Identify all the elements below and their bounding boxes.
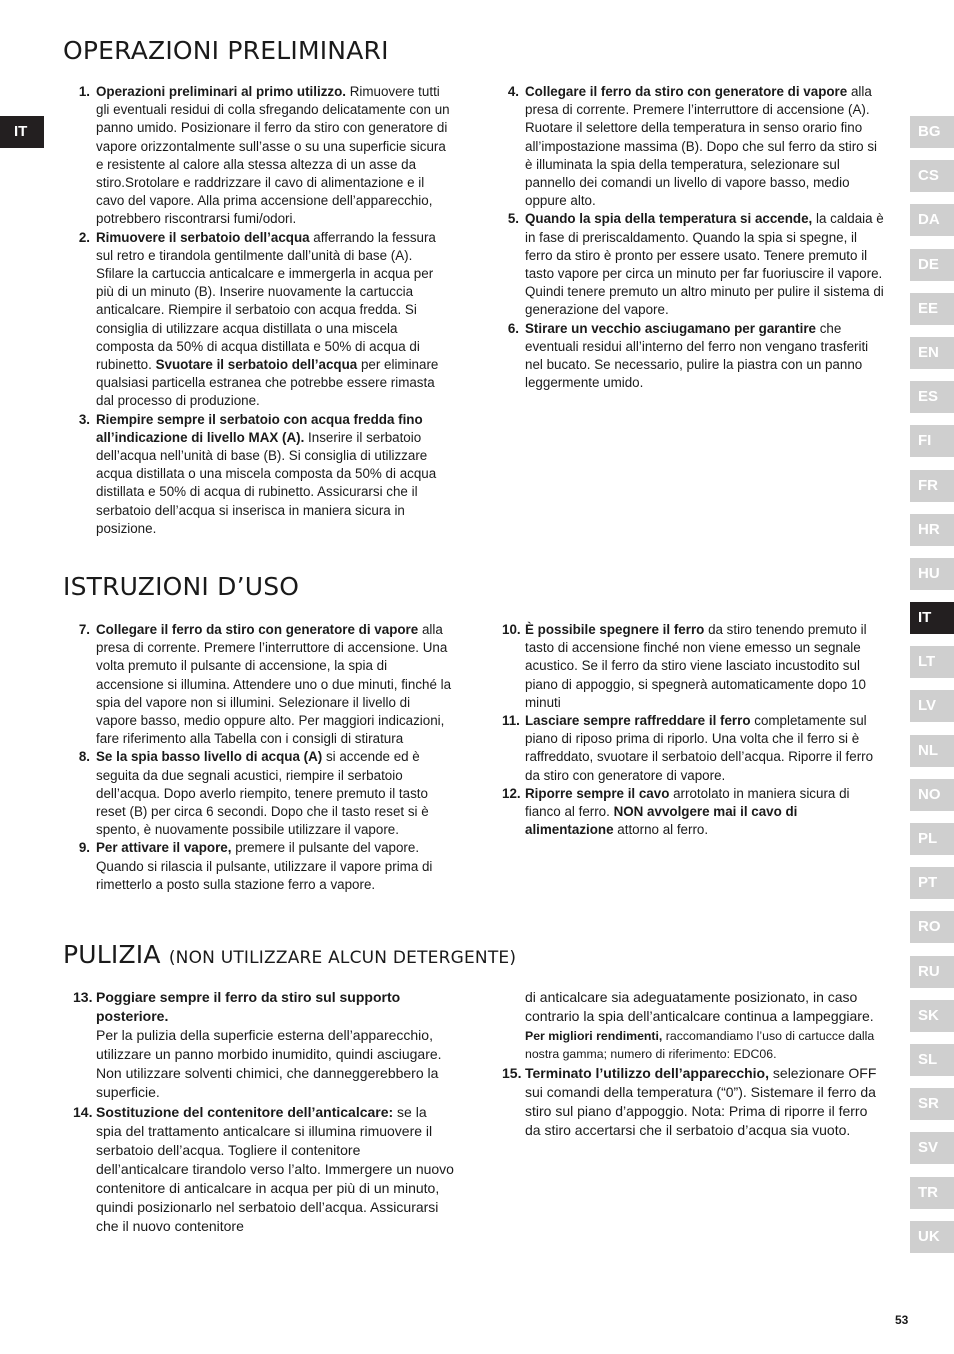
list-item-2 (73, 229, 453, 411)
item-text: Rimuovere tutti gli eventuali residui di colla sfregando delicatamente con un panno umido. Posizionare il ferro da stiro con generatore di vapore orizzontalmente sull’asse o su una superficie sicura e resistente al calore alla stessa altezza di un asse da stiro.Srotolare e raddrizzare il cavo di alimentazione e il cavo del vapore. Alla prima accensione dell’apparecchio, potrebbero riscontrarsi fumi/odori. (96, 84, 450, 227)
language-tabs (910, 116, 954, 1265)
list-item-14 (73, 1103, 455, 1237)
item-bold: Sostituzione del contenitore dell’anticalcare: (96, 1103, 394, 1120)
note-text: raccomandiamo l’uso di cartucce dalla nostra gamma; numero di riferimento: EDC06. (525, 1029, 875, 1061)
item-text: alla presa di corrente. Premere l’interruttore di accensione (A). Ruotare il selettore della temperatura in senso orario fino all’impostazione massima (B). Dopo che sul ferro da stiro si è illuminata la spia della temperatura, selezionare sul pannello dei comandi un livello di vapore basso, medio oppure alto. (525, 84, 878, 209)
item-bold: Quando la spia della temperatura si accende, (525, 211, 813, 227)
item-number: 14. (73, 1103, 93, 1120)
language-tab-sv[interactable]: SV (910, 1132, 954, 1164)
list-item-1 (73, 83, 453, 229)
item-text: attorno al ferro. (613, 822, 709, 838)
note (502, 1028, 884, 1063)
uso-right-column (502, 621, 884, 839)
list-item-5 (502, 210, 884, 319)
item-number: 15. (502, 1065, 522, 1082)
item-number: 11. (502, 713, 520, 729)
note-bold: Per migliori rendimenti, (525, 1029, 663, 1044)
language-tab-uk[interactable]: UK (910, 1221, 954, 1253)
item-number: 9. (78, 840, 90, 856)
item-bold: Poggiare sempre il ferro da stiro sul supporto posteriore. (96, 989, 401, 1025)
list-item-8 (73, 748, 453, 839)
item-number: 2. (78, 229, 90, 245)
language-tab-no[interactable]: NO (910, 779, 954, 811)
item-text: la caldaia è in fase di preriscaldamento. Quando la spia si spegne, il ferro da stiro è pronto per essere usato. Tenere premuto il tasto vapore per circa un minuto per far fuoriuscire il vapore. Quindi tenere premuto un altro minuto per pulire il sistema di generazione del vapore. (525, 211, 884, 318)
language-tab-hr[interactable]: HR (910, 514, 954, 546)
item-text: si accende ed è seguita da due segnali acustici, riempire il serbatoio dell’acqua. Dopo averlo riempito, tenere premuto il tasto reset (B) per circa 6 secondi. Dopo che il tasto reset si è spento, è nuovamente possibile utilizzare il vapore. (96, 749, 429, 838)
item-number: 5. (507, 211, 519, 227)
list-item-12 (502, 785, 884, 840)
item-text: premere il pulsante del vapore. Quando si rilascia il pulsante, utilizzare il vapore prima di rimetterlo a posto sulla stazione ferro a vapore. (96, 840, 433, 892)
item-text: alla presa di corrente. Premere l’interruttore di accensione. Una volta premuto il pulsante di accensione, la spia di accensione si illumina. Attendere uno o due minuti, finché la spia del vapore non si illumini. Selezionare il livello di vapore basso, medio oppure alto. Per maggiori indicazioni, fare riferimento alla Tabella con i consigli di stiratura (96, 622, 452, 747)
item-number: 12. (502, 785, 521, 801)
list-item-13 (73, 988, 455, 1103)
item-bold: Collegare il ferro da stiro con generatore di vapore (96, 622, 419, 637)
item-number: 3. (78, 411, 90, 427)
language-tab-cs[interactable]: CS (910, 160, 954, 192)
item-text: completamente sul piano di riposo prima di riporlo. Una volta che il ferro si è raffreddato, svuotare il serbatoio dell’acqua. Riporre il ferro da stiro con generatore di vapore. (525, 713, 874, 783)
item-number: 6. (507, 320, 519, 336)
language-tab-sr[interactable]: SR (910, 1088, 954, 1120)
list-item-10 (502, 621, 884, 712)
section-heading-pulizia (63, 940, 516, 969)
item-text: che eventuali residui all’interno del ferro non vengano trasferiti nel bucato. Se necessario, pulire la piastra con un panno leggermente umido. (525, 320, 869, 391)
language-tab-en[interactable]: EN (910, 337, 954, 369)
item-number: 4. (507, 84, 519, 99)
item-text: selezionare OFF sui comandi della temperatura (“0”). Sistemare il ferro da stiro sul piano d’appoggio. Nota: Prima di riporre il ferro da stiro accertarsi che il serbatoio d’acqua sia vuoto. (525, 1065, 877, 1139)
pulizia-right-column (502, 988, 884, 1141)
pulizia-left-column (73, 988, 455, 1236)
language-tab-fr[interactable]: FR (910, 470, 954, 502)
list-item-9 (73, 839, 453, 894)
language-tab-pt[interactable]: PT (910, 867, 954, 899)
item-bold: Operazioni preliminari al primo utilizzo. (96, 84, 346, 99)
item-number: 7. (78, 622, 90, 637)
language-tab-it[interactable]: IT (910, 602, 954, 634)
section-heading-uso: ISTRUZIONI D’USO (63, 572, 300, 601)
language-tab-de[interactable]: DE (910, 249, 954, 281)
current-language-tab: IT (0, 116, 44, 148)
language-tab-pl[interactable]: PL (910, 823, 954, 855)
item-text: da stiro tenendo premuto il tasto di accensione finché non viene emesso un segnale acustico. Se il ferro da stiro viene lasciato incustodito sul piano di appoggio, si spegnerà automaticamente dopo 10 minuti (525, 622, 867, 710)
item-text: per eliminare qualsiasi particella estranea che potrebbe essere rimasta dal processo di produzione. (96, 357, 439, 409)
item-bold: Collegare il ferro da stiro con generatore di vapore (525, 84, 848, 99)
item-bold: NON avvolgere mai il cavo di alimentazione (525, 804, 798, 838)
list-item-15 (502, 1064, 884, 1140)
pulizia-subtitle: (NON UTILIZZARE ALCUN DETERGENTE) (168, 948, 517, 968)
preliminari-right-column (502, 83, 884, 392)
list-item-6 (502, 320, 884, 393)
language-tab-sk[interactable]: SK (910, 1000, 954, 1032)
pulizia-title: PULIZIA (63, 940, 161, 969)
language-tab-fi[interactable]: FI (910, 425, 954, 457)
language-tab-bg[interactable]: BG (910, 116, 954, 148)
language-tab-lv[interactable]: LV (910, 690, 954, 722)
list-item-4 (502, 83, 884, 210)
item-text: Per la pulizia della superficie esterna dell’apparecchio, utilizzare un panno morbido inumidito, quindi asciugare. Non utilizzare solventi chimici, che danneggerebbero la superficie. (96, 1027, 442, 1101)
item-text: afferrando la fessura sul retro e tirandola gentilmente dall’unità di base (A). Sfilare la cartuccia anticalcare e immergerla in acqua per più di un minuto (B). Inserire nuovamente la cartuccia anticalcare. Riempire il serbatoio con acqua fredda. Si consiglia di utilizzare acqua distillata o una miscela composta da 50% di acqua distillata e 50% di acqua di rubinetto. (96, 229, 436, 373)
list-item-3 (73, 411, 453, 538)
page-number: 53 (895, 1313, 909, 1327)
item-text: arrotolato in maniera sicura di fianco al ferro. (525, 785, 850, 820)
item-number: 8. (78, 749, 90, 765)
language-tab-ru[interactable]: RU (910, 956, 954, 988)
item-text: Inserire il serbatoio dell’acqua nell’unità di base (B). Si consiglia di utilizzare acqua distillata o una miscela composta da 50% di acqua distillata e 50% di acqua di rubinetto. Assicurarsi che il serbatoio dell’acqua si inserisca in maniera sicura in posizione. (96, 429, 437, 536)
item-bold: È possibile spegnere il ferro (525, 622, 705, 637)
language-tab-hu[interactable]: HU (910, 558, 954, 590)
language-tab-ee[interactable]: EE (910, 293, 954, 325)
language-tab-ro[interactable]: RO (910, 911, 954, 943)
item-bold: Se la spia basso livello di acqua (A) (96, 749, 323, 765)
item-bold: Riporre sempre il cavo (525, 785, 670, 801)
uso-left-column (73, 621, 453, 894)
language-tab-nl[interactable]: NL (910, 735, 954, 767)
language-tab-tr[interactable]: TR (910, 1177, 954, 1209)
item-bold: Terminato l’utilizzo dell’apparecchio, (525, 1065, 770, 1082)
language-tab-es[interactable]: ES (910, 381, 954, 413)
list-item-7 (73, 621, 453, 748)
item-14-continued: di anticalcare sia adeguatamente posizionato, in caso contrario la spia dell’anticalcare continua a lampeggiare. (525, 989, 874, 1025)
language-tab-da[interactable]: DA (910, 204, 954, 236)
language-tab-lt[interactable]: LT (910, 646, 954, 678)
preliminari-left-column (73, 83, 453, 538)
item-bold: Per attivare il vapore, (96, 840, 232, 856)
item-number: 13. (73, 989, 93, 1005)
item-number: 10. (502, 622, 521, 637)
section-heading-preliminari: OPERAZIONI PRELIMINARI (63, 36, 389, 65)
item-bold: Riempire sempre il serbatoio con acqua fredda fino all’indicazione di livello MAX (A). (96, 411, 423, 445)
item-number: 1. (78, 84, 90, 99)
language-tab-sl[interactable]: SL (910, 1044, 954, 1076)
item-bold: Svuotare il serbatoio dell’acqua (155, 357, 358, 373)
list-item-11 (502, 712, 884, 785)
item-bold: Stirare un vecchio asciugamano per garantire (525, 320, 816, 336)
item-bold: Rimuovere il serbatoio dell’acqua (96, 229, 310, 245)
item-bold: Lasciare sempre raffreddare il ferro (525, 713, 751, 729)
item-text: se la spia del trattamento anticalcare si illumina rimuovere il serbatoio dell’acqua. Togliere il contenitore dell’anticalcare tirandolo verso l’alto. Immergere un nuovo contenitore di anticalcare in acqua per più di un minuto, quindi posizionarlo nel serbatoio dell’acqua. Assicurarsi che il nuovo contenitore (96, 1103, 454, 1235)
